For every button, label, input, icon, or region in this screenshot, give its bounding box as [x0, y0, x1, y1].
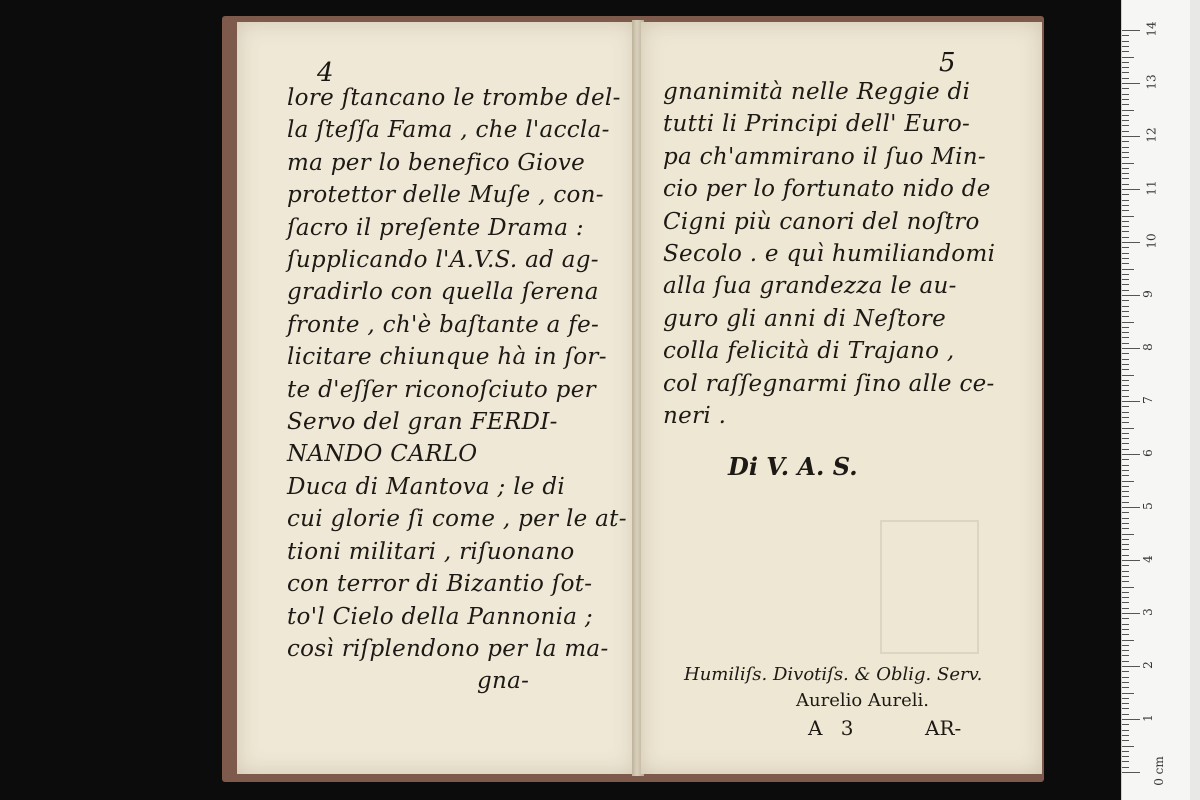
ruler-tick [1122, 708, 1129, 709]
ruler-tick [1122, 449, 1129, 450]
ruler-tick [1122, 94, 1129, 95]
ruler-tick [1122, 189, 1140, 190]
ruler-tick [1122, 216, 1134, 217]
ruler-tick [1122, 41, 1129, 42]
ruler-tick [1122, 682, 1129, 683]
ruler-tick [1122, 666, 1140, 667]
ruler-tick [1122, 157, 1129, 158]
ruler-number: 10 [1144, 233, 1159, 249]
ruler-tick [1122, 290, 1129, 291]
ruler-number: 5 [1140, 502, 1155, 510]
ruler-edge [1190, 0, 1200, 800]
ruler-tick [1122, 141, 1129, 142]
ruler-tick [1122, 110, 1134, 111]
ruler-tick [1122, 35, 1129, 36]
ruler-number: 1 [1140, 714, 1155, 722]
ruler-number: 4 [1140, 555, 1155, 563]
ruler-tick [1122, 194, 1129, 195]
ruler-tick [1122, 602, 1129, 603]
catchword: AR- [925, 716, 962, 740]
ruler-tick [1122, 322, 1134, 323]
ruler-tick [1122, 205, 1129, 206]
ruler-tick [1122, 677, 1129, 678]
ruler-tick [1122, 316, 1129, 317]
ruler-tick [1122, 390, 1129, 391]
ruler-tick [1122, 242, 1140, 243]
ruler-tick [1122, 385, 1129, 386]
show-through-ornament [880, 520, 979, 654]
ruler-tick [1122, 751, 1129, 752]
ruler-tick [1122, 247, 1129, 248]
text-line: Cigni più canori del noſtro [663, 208, 980, 235]
ruler-tick [1122, 459, 1129, 460]
ruler-tick [1122, 645, 1129, 646]
ruler-tick [1122, 78, 1129, 79]
ruler-tick [1122, 549, 1129, 550]
ruler-tick [1122, 115, 1129, 116]
ruler-tick [1122, 767, 1129, 768]
ruler-tick [1122, 640, 1134, 641]
ruler-tick [1122, 433, 1129, 434]
ruler-tick [1122, 655, 1129, 656]
ruler-tick [1122, 539, 1129, 540]
ruler-tick [1122, 364, 1129, 365]
ruler-tick [1122, 88, 1129, 89]
ruler-tick [1122, 46, 1129, 47]
ruler-tick [1122, 438, 1129, 439]
ruler-tick [1122, 597, 1129, 598]
ruler-tick [1122, 237, 1129, 238]
ruler-tick [1122, 104, 1129, 105]
ruler-tick [1122, 284, 1129, 285]
ruler-number: 0 cm [1151, 756, 1166, 786]
ruler-tick [1122, 168, 1129, 169]
ruler-tick [1122, 57, 1134, 58]
ruler-tick [1122, 136, 1140, 137]
right-page-text [663, 76, 995, 432]
text-line: NANDO CARLO [287, 441, 478, 468]
ruler-tick [1122, 311, 1129, 312]
text-line: protettor delle Muſe , con- [287, 182, 604, 209]
ruler-tick [1122, 327, 1129, 328]
closing-line: Humiliſs. Divotiſs. & Oblig. Serv. [684, 664, 983, 685]
text-line: con terror di Bizantio ſot- [287, 571, 593, 598]
ruler-tick [1122, 178, 1129, 179]
ruler-tick [1122, 443, 1129, 444]
text-line: to'l Cielo della Pannonia ; [287, 603, 593, 630]
ruler-tick [1122, 396, 1129, 397]
ruler-tick [1122, 634, 1129, 635]
ruler-tick [1122, 481, 1134, 482]
ruler-number: 3 [1140, 608, 1155, 616]
ruler-tick [1122, 131, 1129, 132]
text-line: fronte , ch'è baſtante a fe- [287, 311, 600, 338]
ruler-tick [1122, 730, 1129, 731]
left-page [237, 22, 635, 774]
ruler-number: 6 [1140, 449, 1155, 457]
ruler-tick [1122, 465, 1129, 466]
ruler-tick [1122, 163, 1134, 164]
left-page-text [287, 82, 627, 698]
ruler-tick [1122, 380, 1129, 381]
ruler-tick [1122, 99, 1129, 100]
text-line: la ſteſſa Fama , che l'accla- [287, 117, 610, 144]
ruler-tick [1122, 417, 1129, 418]
ruler-tick [1122, 534, 1134, 535]
ruler-tick [1122, 263, 1129, 264]
ruler-tick [1122, 454, 1140, 455]
ruler-tick [1122, 740, 1129, 741]
ruler-tick [1122, 369, 1129, 370]
text-line: cio per lo fortunato nido de [663, 176, 991, 203]
ruler-tick [1122, 306, 1129, 307]
text-line: ſacro il preſente Drama : [287, 214, 584, 241]
page-number-left: 4 [317, 58, 334, 88]
ruler-tick [1122, 714, 1129, 715]
ruler-tick [1122, 661, 1129, 662]
text-line: cui glorie ſi come , per le at- [287, 506, 627, 533]
ruler-tick [1122, 724, 1129, 725]
ruler-tick [1122, 719, 1140, 720]
ruler-tick [1122, 72, 1129, 73]
ruler-tick [1122, 592, 1129, 593]
ruler-tick [1122, 173, 1129, 174]
ruler-tick [1122, 428, 1134, 429]
ruler-tick [1122, 756, 1129, 757]
ruler-tick [1122, 544, 1129, 545]
ruler-tick [1122, 30, 1140, 31]
ruler-number: 2 [1140, 661, 1155, 669]
ruler-tick [1122, 587, 1134, 588]
ruler-tick [1122, 337, 1129, 338]
text-line: Secolo . e quì humiliandomi [663, 241, 996, 268]
ruler-tick [1122, 120, 1129, 121]
dedication-signoff: Di V. A. S. [728, 452, 858, 481]
ruler-tick [1122, 555, 1129, 556]
ruler-tick [1122, 507, 1140, 508]
ruler-number: 9 [1140, 290, 1155, 298]
text-line: gna- [477, 668, 530, 695]
ruler-tick [1122, 375, 1134, 376]
text-line: ſupplicando l'A.V.S. ad ag- [287, 247, 599, 274]
ruler-tick [1122, 671, 1129, 672]
ruler-tick [1122, 422, 1129, 423]
text-line: così riſplendono per la ma- [287, 635, 609, 662]
ruler-tick [1122, 613, 1140, 614]
ruler-tick [1122, 761, 1129, 762]
ruler-tick [1122, 496, 1129, 497]
measurement-ruler [1121, 0, 1200, 800]
ruler-tick [1122, 502, 1129, 503]
ruler-tick [1122, 528, 1129, 529]
ruler-tick [1122, 401, 1140, 402]
ruler-tick [1122, 576, 1129, 577]
text-line: alla ſua grandezza le au- [663, 273, 957, 300]
ruler-tick [1122, 624, 1129, 625]
text-line: pa ch'ammirano il ſuo Min- [663, 143, 986, 170]
text-line: Servo del gran FERDI- [287, 409, 558, 436]
text-line: ma per lo benefico Giove [287, 149, 586, 176]
text-line: colla felicità di Trajano , [663, 338, 955, 365]
ruler-tick [1122, 147, 1129, 148]
text-line: tutti li Principi dell' Euro- [663, 111, 971, 138]
ruler-tick [1122, 772, 1140, 773]
ruler-tick [1122, 565, 1129, 566]
ruler-tick [1122, 348, 1140, 349]
ruler-tick [1122, 221, 1129, 222]
ruler-tick [1122, 693, 1134, 694]
ruler-tick [1122, 650, 1129, 651]
ruler-number: 13 [1144, 74, 1159, 90]
text-line: neri . [663, 403, 727, 430]
ruler-tick [1122, 560, 1140, 561]
ruler-tick [1122, 295, 1140, 296]
ruler-tick [1122, 735, 1129, 736]
ruler-tick [1122, 300, 1129, 301]
ruler-tick [1122, 226, 1129, 227]
ruler-tick [1122, 491, 1129, 492]
text-line: guro gli anni di Neſtore [663, 305, 946, 332]
ruler-tick [1122, 210, 1129, 211]
ruler-tick [1122, 152, 1129, 153]
text-line: licitare chiunque hà in ſor- [287, 344, 607, 371]
ruler-tick [1122, 687, 1129, 688]
ruler-tick [1122, 231, 1129, 232]
ruler-tick [1122, 406, 1129, 407]
text-line: gradirlo con quella ſerena [287, 279, 599, 306]
ruler-tick [1122, 608, 1129, 609]
text-line: lore ſtancano le trombe del- [287, 85, 621, 111]
ruler-tick [1122, 523, 1129, 524]
ruler-tick [1122, 51, 1129, 52]
ruler-tick [1122, 470, 1129, 471]
ruler-tick [1122, 343, 1129, 344]
ruler-tick [1122, 258, 1129, 259]
ruler-tick [1122, 629, 1129, 630]
ruler-number: 7 [1140, 396, 1155, 404]
ruler-tick [1122, 332, 1129, 333]
ruler-tick [1122, 698, 1129, 699]
ruler-tick [1122, 412, 1129, 413]
page-number-right: 5 [939, 48, 956, 78]
ruler-tick [1122, 618, 1129, 619]
ruler-tick [1122, 279, 1129, 280]
ruler-tick [1122, 703, 1129, 704]
ruler-number: 8 [1140, 343, 1155, 351]
text-line: col raſſegnarmi ſino alle ce- [663, 370, 995, 397]
ruler-tick [1122, 571, 1129, 572]
text-line: tioni militari , riſuonano [287, 538, 575, 565]
ruler-number: 14 [1144, 21, 1159, 37]
text-line: te d'eſſer riconoſciuto per [287, 376, 596, 403]
ruler-tick [1122, 274, 1129, 275]
ruler-tick [1122, 83, 1140, 84]
author-name: Aurelio Aureli. [796, 690, 930, 711]
ruler-tick [1122, 486, 1129, 487]
ruler-tick [1122, 269, 1134, 270]
ruler-tick [1122, 62, 1129, 63]
ruler-tick [1122, 184, 1129, 185]
ruler-tick [1122, 253, 1129, 254]
ruler-tick [1122, 200, 1129, 201]
ruler-number: 11 [1144, 180, 1159, 196]
text-line: Duca di Mantova ; le di [287, 473, 566, 500]
ruler-tick [1122, 125, 1129, 126]
ruler-tick [1122, 518, 1129, 519]
ruler-tick [1122, 512, 1129, 513]
ruler-tick [1122, 67, 1129, 68]
ruler-tick [1122, 353, 1129, 354]
text-line: gnanimità nelle Reggie di [663, 79, 971, 105]
ruler-tick [1122, 359, 1129, 360]
signature-mark: A 3 [808, 716, 860, 740]
ruler-tick [1122, 475, 1129, 476]
ruler-tick [1122, 746, 1134, 747]
ruler-tick [1122, 581, 1129, 582]
ruler-number: 12 [1144, 127, 1159, 143]
